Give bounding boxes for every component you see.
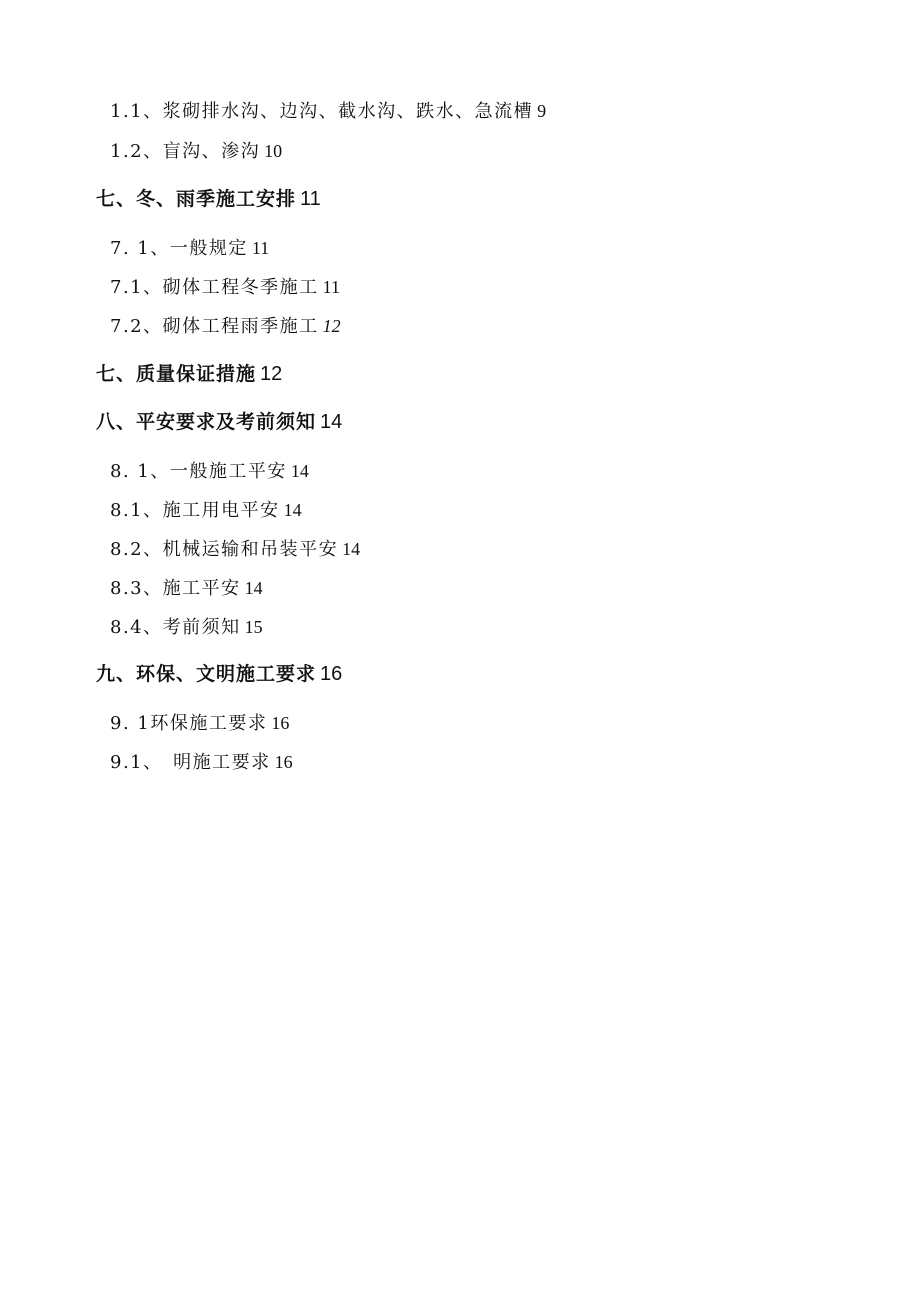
entry-page-number: 11 xyxy=(251,238,270,258)
toc-entry-winter-rainy-season[interactable] xyxy=(96,187,321,211)
entry-title: 平安要求及考前须知 xyxy=(136,411,317,433)
entry-page-number: 9 xyxy=(537,101,547,121)
entry-number: 1.1、 xyxy=(110,101,163,122)
entry-number: 7.1、 xyxy=(110,277,163,298)
toc-entry-7-1-masonry-winter[interactable] xyxy=(110,275,340,299)
toc-entry-safety-requirements[interactable] xyxy=(96,410,342,434)
entry-number: 九、 xyxy=(96,663,137,685)
toc-entry-1-1-drainage-ditch[interactable] xyxy=(110,99,546,123)
entry-page-number: 16 xyxy=(274,752,293,772)
entry-title: 浆砌排水沟、边沟、截水沟、跌水、急流槽 xyxy=(162,101,534,122)
entry-page-number: 12 xyxy=(260,363,283,385)
toc-entry-7-2-masonry-rainy[interactable] xyxy=(110,314,341,338)
entry-number: 7. 1、 xyxy=(110,238,170,259)
entry-number: 8.2、 xyxy=(110,539,163,560)
toc-entry-7-1-general-rules[interactable] xyxy=(110,236,269,260)
entry-title: 一般规定 xyxy=(169,238,248,259)
toc-entry-8-4-precautions[interactable] xyxy=(110,615,263,639)
toc-entry-8-3-construction-safety[interactable] xyxy=(110,576,263,600)
entry-page-number: 16 xyxy=(320,663,343,685)
entry-title: 明施工要求 xyxy=(153,752,271,773)
entry-title: 质量保证措施 xyxy=(136,363,257,385)
entry-number: 9. 1 xyxy=(110,713,151,734)
entry-number: 七、 xyxy=(96,188,137,210)
entry-page-number: 15 xyxy=(244,617,263,637)
entry-number: 9.1、 xyxy=(110,752,154,773)
entry-title: 机械运输和吊装平安 xyxy=(162,539,339,560)
entry-page-number: 10 xyxy=(264,141,283,161)
toc-entry-quality-assurance[interactable] xyxy=(96,362,282,386)
entry-number: 8. 1、 xyxy=(110,461,170,482)
entry-number: 8.3、 xyxy=(110,578,163,599)
entry-page-number: 12 xyxy=(322,316,341,336)
entry-number: 1.2、 xyxy=(110,141,163,162)
entry-page-number: 14 xyxy=(320,411,343,433)
toc-entry-8-1-electrical-safety[interactable] xyxy=(110,498,302,522)
entry-number: 八、 xyxy=(96,411,137,433)
entry-title: 施工用电平安 xyxy=(162,500,280,521)
entry-page-number: 14 xyxy=(283,500,302,520)
entry-page-number: 11 xyxy=(322,277,340,297)
entry-page-number: 11 xyxy=(300,188,321,210)
toc-entry-9-1-environmental-construction[interactable] xyxy=(110,711,289,735)
entry-page-number: 16 xyxy=(271,713,290,733)
toc-entry-8-1-general-construction-safety[interactable] xyxy=(110,459,309,483)
entry-title: 一般施工平安 xyxy=(169,461,287,482)
entry-title: 盲沟、渗沟 xyxy=(162,141,261,162)
entry-title: 考前须知 xyxy=(162,617,241,638)
toc-entry-9-1-civilized-construction[interactable] xyxy=(110,750,293,774)
entry-page-number: 14 xyxy=(290,461,309,481)
entry-number: 7.2、 xyxy=(110,316,163,337)
entry-title: 施工平安 xyxy=(162,578,241,599)
entry-title: 砌体工程冬季施工 xyxy=(162,277,319,298)
entry-number: 七、 xyxy=(96,363,137,385)
entry-title: 环保施工要求 xyxy=(150,713,268,734)
entry-page-number: 14 xyxy=(244,578,263,598)
entry-title: 砌体工程雨季施工 xyxy=(162,316,319,337)
entry-title: 冬、雨季施工安排 xyxy=(136,188,297,210)
entry-number: 8.4、 xyxy=(110,617,163,638)
entry-number: 8.1、 xyxy=(110,500,163,521)
toc-entry-environmental-civilized[interactable] xyxy=(96,662,342,686)
toc-entry-8-2-machinery-lifting-safety[interactable] xyxy=(110,537,360,561)
toc-entry-1-2-blind-ditch[interactable] xyxy=(110,139,282,163)
entry-title: 环保、文明施工要求 xyxy=(136,663,317,685)
entry-page-number: 14 xyxy=(342,539,361,559)
